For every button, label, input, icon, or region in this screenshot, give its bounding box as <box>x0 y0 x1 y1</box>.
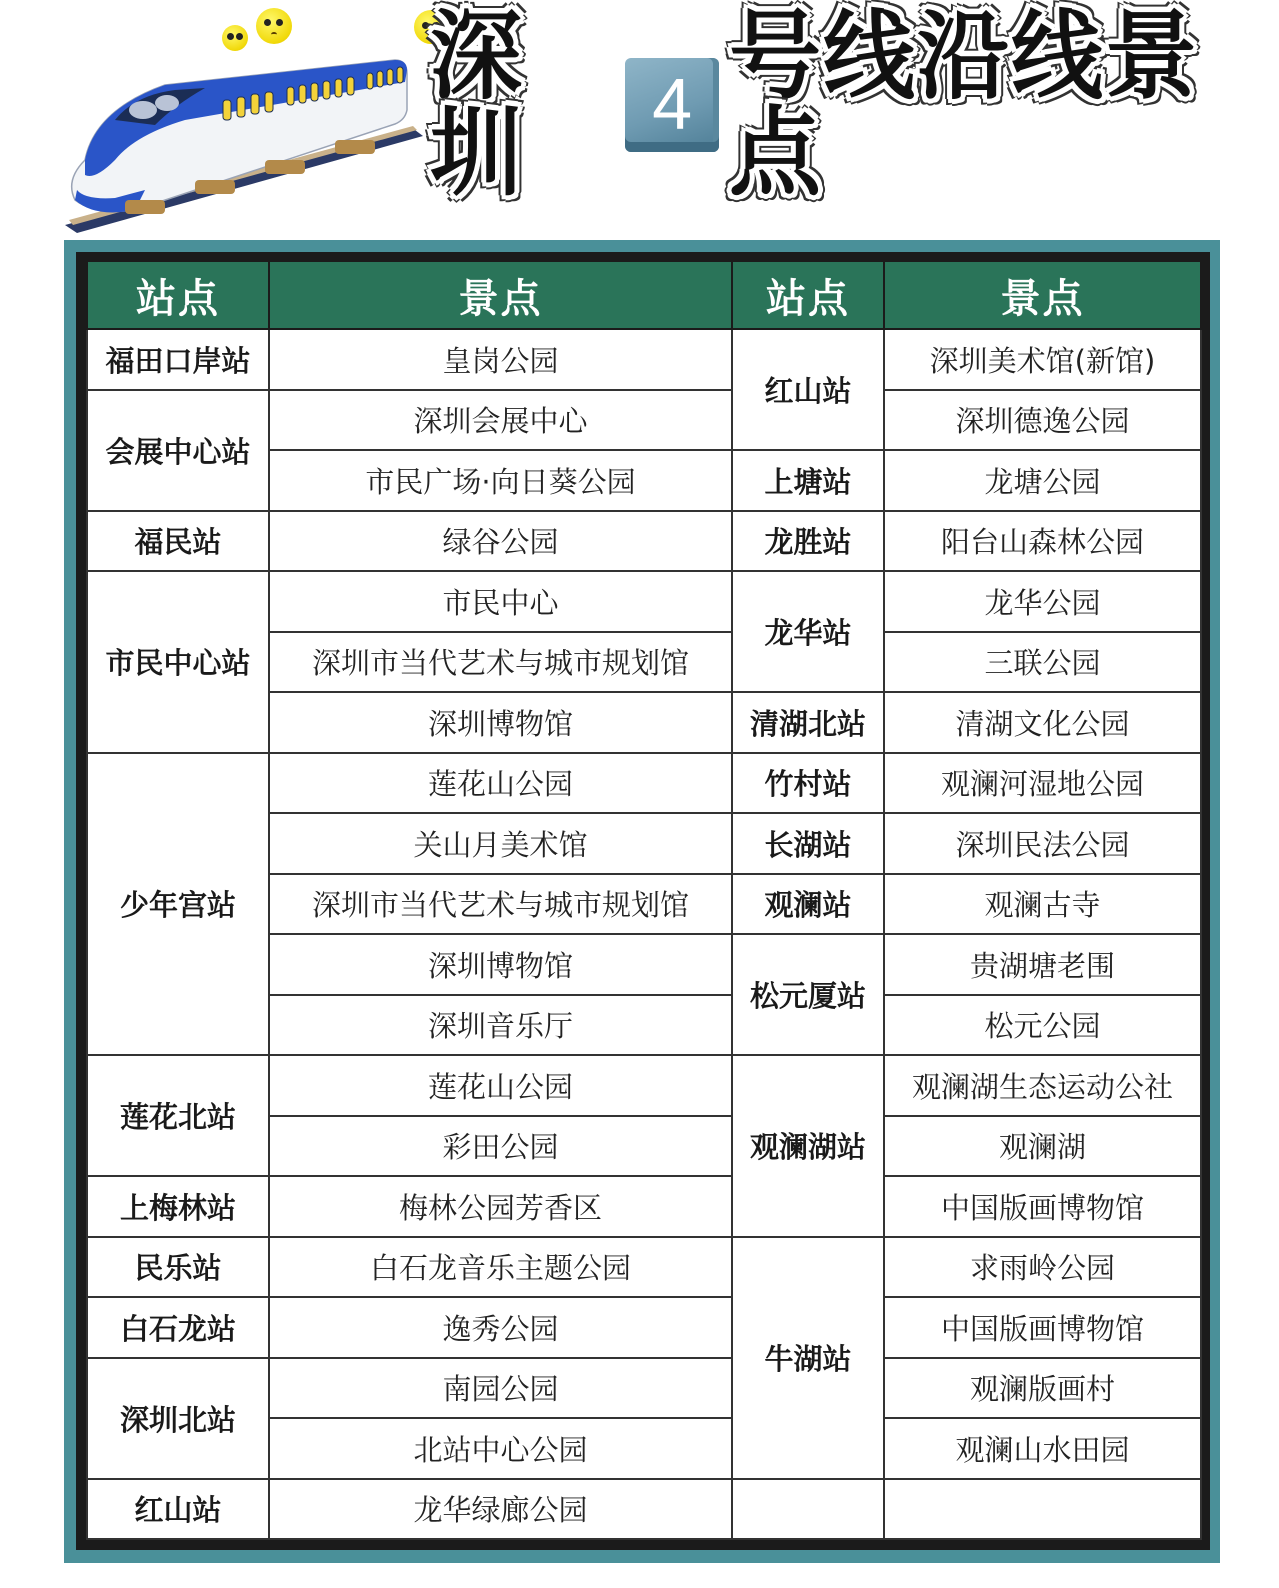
table-row <box>87 511 1201 572</box>
table-row <box>87 1176 1201 1237</box>
column-header-spot-left: 景点 <box>269 262 732 329</box>
station-cell: 观澜站 <box>732 874 884 935</box>
column-header-station-left: 站点 <box>87 262 269 329</box>
station-cell: 龙华站 <box>732 571 884 692</box>
spot-cell: 市民中心 <box>269 571 732 632</box>
spot-cell: 深圳博物馆 <box>269 692 732 753</box>
station-cell: 白石龙站 <box>87 1297 269 1358</box>
emoji-face-icon <box>222 25 248 51</box>
spot-cell: 观澜山水田园 <box>884 1418 1201 1479</box>
table-frame-inner <box>76 252 1210 1550</box>
station-cell: 观澜湖站 <box>732 1055 884 1237</box>
spot-cell: 深圳民法公园 <box>884 813 1201 874</box>
station-cell: 上塘站 <box>732 450 884 511</box>
spot-cell: 龙华绿廊公园 <box>269 1479 732 1540</box>
table-header-row <box>87 262 1201 329</box>
table-frame <box>64 240 1220 1563</box>
spot-cell: 中国版画博物馆 <box>884 1176 1201 1237</box>
station-cell: 牛湖站 <box>732 1237 884 1479</box>
spot-cell: 贵湖塘老围 <box>884 934 1201 995</box>
station-cell: 红山站 <box>87 1479 269 1540</box>
column-header-station-right: 站点 <box>732 262 884 329</box>
spot-cell: 关山月美术馆 <box>269 813 732 874</box>
spot-cell: 北站中心公园 <box>269 1418 732 1479</box>
spot-cell: 彩田公园 <box>269 1116 732 1177</box>
spot-cell: 龙华公园 <box>884 571 1201 632</box>
column-header-spot-right: 景点 <box>884 262 1201 329</box>
station-cell: 会展中心站 <box>87 390 269 511</box>
spot-cell: 观澜河湿地公园 <box>884 753 1201 814</box>
spot-cell: 深圳会展中心 <box>269 390 732 451</box>
station-cell: 松元厦站 <box>732 934 884 1055</box>
line-number-badge: 4 <box>625 58 719 152</box>
station-cell: 上梅林站 <box>87 1176 269 1237</box>
station-cell: 龙胜站 <box>732 511 884 572</box>
table-row <box>87 1055 1201 1116</box>
emoji-face-icon <box>256 8 292 44</box>
station-cell: 少年宫站 <box>87 753 269 1056</box>
spot-cell: 莲花山公园 <box>269 1055 732 1116</box>
spot-cell: 阳台山森林公园 <box>884 511 1201 572</box>
spot-cell: 求雨岭公园 <box>884 1237 1201 1298</box>
page-title <box>430 0 1279 209</box>
spot-cell: 逸秀公园 <box>269 1297 732 1358</box>
station-cell: 竹村站 <box>732 753 884 814</box>
station-cell: 深圳北站 <box>87 1358 269 1479</box>
title-prefix: 深圳 <box>430 0 525 209</box>
spot-cell: 清湖文化公园 <box>884 692 1201 753</box>
station-cell: 莲花北站 <box>87 1055 269 1176</box>
spot-cell: 观澜湖 <box>884 1116 1201 1177</box>
spot-cell: 观澜版画村 <box>884 1358 1201 1419</box>
spot-cell: 深圳美术馆(新馆) <box>884 329 1201 390</box>
spot-cell: 深圳市当代艺术与城市规划馆 <box>269 874 732 935</box>
spot-cell: 市民广场·向日葵公园 <box>269 450 732 511</box>
spot-cell: 深圳音乐厅 <box>269 995 732 1056</box>
table-row <box>87 1237 1201 1298</box>
train-illustration-icon <box>55 40 425 235</box>
spot-cell: 中国版画博物馆 <box>884 1297 1201 1358</box>
spot-cell: 观澜湖生态运动公社 <box>884 1055 1201 1116</box>
spot-cell: 南园公园 <box>269 1358 732 1419</box>
station-cell: 民乐站 <box>87 1237 269 1298</box>
page-header <box>0 0 1279 235</box>
spot-cell: 深圳德逸公园 <box>884 390 1201 451</box>
table-row <box>87 390 1201 451</box>
spot-cell: 深圳博物馆 <box>269 934 732 995</box>
station-cell: 福田口岸站 <box>87 329 269 390</box>
station-cell: 清湖北站 <box>732 692 884 753</box>
spot-cell: 绿谷公园 <box>269 511 732 572</box>
empty-cell <box>732 1479 884 1540</box>
title-suffix: 号线沿线景点 <box>728 0 1199 209</box>
table-row <box>87 1479 1201 1540</box>
table-row <box>87 1358 1201 1419</box>
table-row <box>87 329 1201 390</box>
station-cell: 红山站 <box>732 329 884 450</box>
empty-cell <box>884 1479 1201 1540</box>
spot-cell: 观澜古寺 <box>884 874 1201 935</box>
station-cell: 福民站 <box>87 511 269 572</box>
station-cell: 市民中心站 <box>87 571 269 753</box>
attractions-table <box>86 262 1202 1540</box>
table-row <box>87 571 1201 632</box>
table-row <box>87 753 1201 814</box>
spot-cell: 皇岗公园 <box>269 329 732 390</box>
station-cell: 长湖站 <box>732 813 884 874</box>
spot-cell: 龙塘公园 <box>884 450 1201 511</box>
spot-cell: 深圳市当代艺术与城市规划馆 <box>269 632 732 693</box>
spot-cell: 三联公园 <box>884 632 1201 693</box>
table-row <box>87 1297 1201 1358</box>
spot-cell: 莲花山公园 <box>269 753 732 814</box>
spot-cell: 梅林公园芳香区 <box>269 1176 732 1237</box>
spot-cell: 白石龙音乐主题公园 <box>269 1237 732 1298</box>
spot-cell: 松元公园 <box>884 995 1201 1056</box>
